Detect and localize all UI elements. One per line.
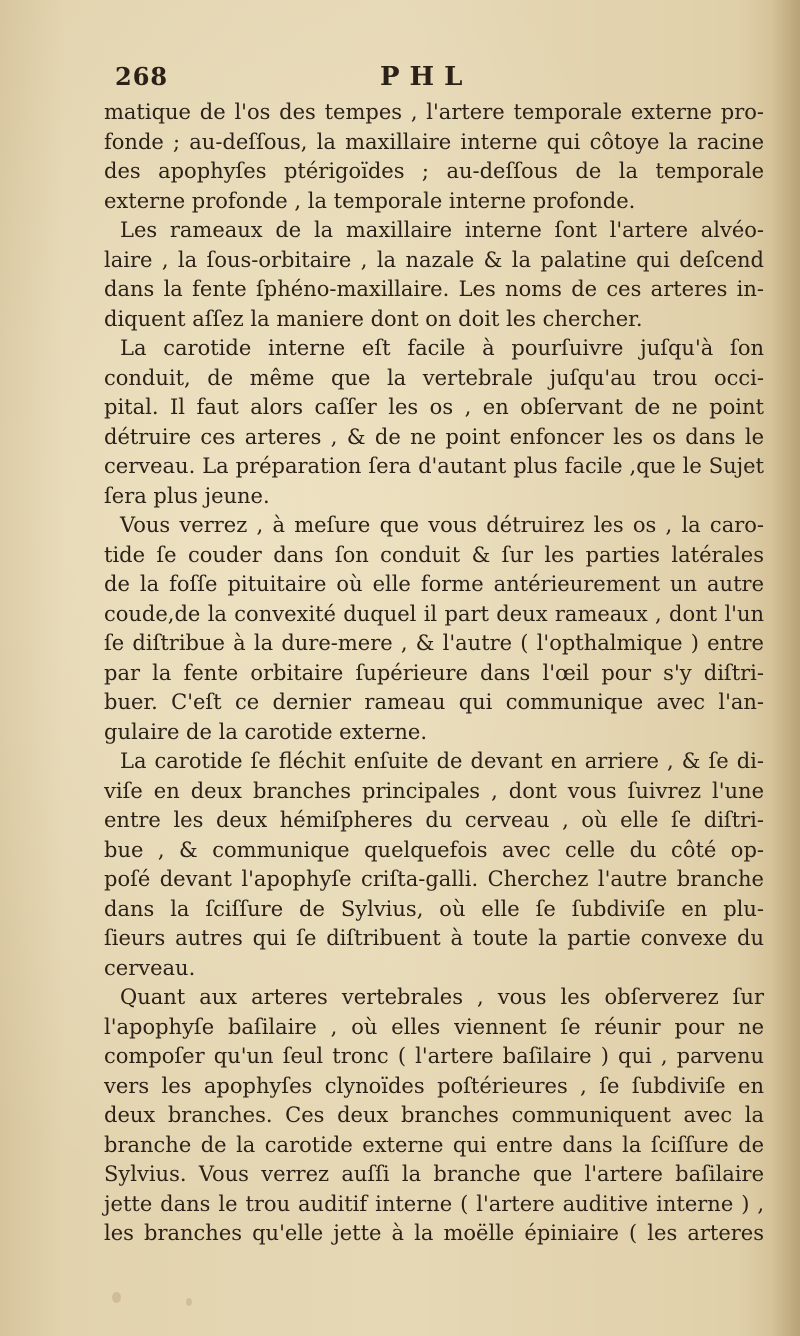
text-line: tide ſe couder dans ſon conduit & ſur les parties latérales xyxy=(104,542,764,567)
text-line: jette dans le trou auditif interne ( l'artere auditive interne ) , xyxy=(104,1191,764,1216)
paragraph xyxy=(104,983,764,1249)
text-line: détruire ces arteres , & de ne point enfoncer les os dans le xyxy=(104,424,764,449)
text-line: ſe diſtribue à la dure-mere , & l'autre ( l'opthalmique ) entre xyxy=(104,631,764,655)
text-line: coude,de la convexité duquel il part deux rameaux , dont l'un xyxy=(104,601,764,626)
paper-stain xyxy=(112,1292,121,1303)
paragraph xyxy=(104,511,764,747)
text-line: branche de la carotide externe qui entre dans la ſciſſure de xyxy=(104,1132,764,1157)
text-line: diquent aſſez la maniere dont on doit les chercher. xyxy=(104,306,643,331)
text-line: des apophyſes ptérigoïdes ; au-deſſous de la temporale xyxy=(104,159,764,183)
text-line: par la fente orbitaire ſupérieure dans l'œil pour s'y diſtri- xyxy=(104,660,764,685)
text-line: La carotide interne eſt facile à pourſuivre juſqu'à ſon xyxy=(120,336,764,360)
text-line: de la foſſe pituitaire où elle forme antérieurement un autre xyxy=(104,572,764,596)
text-line: La carotide ſe fléchit enſuite de devant en arriere , & ſe di- xyxy=(120,749,764,773)
text-line: poſé devant l'apophyſe criſta-galli. Cherchez l'autre branche xyxy=(104,867,764,891)
text-line: Quant aux arteres vertebrales , vous les obſerverez ſur xyxy=(120,985,764,1009)
paragraph xyxy=(104,216,764,334)
text-line: laire , la ſous-orbitaire , la nazale & la palatine qui deſcend xyxy=(104,247,764,272)
text-line: les branches qu'elle jette à la moëlle épiniaire ( les arteres xyxy=(104,1221,764,1245)
text-line: viſe en deux branches principales , dont vous ſuivrez l'une xyxy=(104,778,764,803)
text-line: Sylvius. Vous verrez auſſi la branche que l'artere baſilaire xyxy=(104,1162,764,1186)
text-line: gulaire de la carotide externe. xyxy=(104,719,427,744)
text-line: externe profonde , la temporale interne profonde. xyxy=(104,188,636,213)
paragraph xyxy=(104,747,764,983)
text-line: buer. C'eſt ce dernier rameau qui communique avec l'an- xyxy=(104,690,764,714)
text-line: entre les deux hémiſpheres du cerveau , où elle ſe diſtri- xyxy=(104,808,764,832)
text-line: conduit, de même que la vertebrale juſqu'au trou occi- xyxy=(104,365,764,390)
text-line: Vous verrez , à meſure que vous détruirez les os , la caro- xyxy=(120,513,764,537)
page-number: 268 xyxy=(115,62,169,91)
text-line: compoſer qu'un ſeul tronc ( l'artere baſilaire ) qui , parvenu xyxy=(104,1044,764,1068)
paper-stain xyxy=(186,1298,192,1306)
text-line: Les rameaux de la maxillaire interne ſont l'artere alvéo- xyxy=(120,218,764,242)
text-line: vers les apophyſes clynoïdes poſtérieures , ſe ſubdiviſe en xyxy=(104,1073,764,1098)
text-line: ſieurs autres qui ſe diſtribuent à toute la partie convexe du xyxy=(104,926,764,950)
running-head xyxy=(115,62,765,98)
body-text xyxy=(104,98,764,1249)
text-line: dans la ſciſſure de Sylvius, où elle ſe ſubdiviſe en plu- xyxy=(104,896,764,921)
text-line: fonde ; au-deſſous, la maxillaire interne qui côtoye la racine xyxy=(104,129,764,154)
text-line: deux branches. Ces deux branches communiquent avec la xyxy=(104,1103,764,1127)
text-line: dans la fente ſphéno-maxillaire. Les noms de ces arteres in- xyxy=(104,277,764,301)
paragraph xyxy=(104,98,764,216)
paragraph xyxy=(104,334,764,511)
text-line: pital. Il faut alors caſſer les os , en obſervant de ne point xyxy=(104,395,764,419)
text-line: cerveau. La préparation ſera d'autant plus facile ,que le Sujet xyxy=(104,454,764,478)
text-line: bue , & communique quelquefois avec celle du côté op- xyxy=(104,837,764,862)
running-title: PHL xyxy=(380,62,473,92)
text-line: cerveau. xyxy=(104,955,196,980)
text-line: l'apophyſe baſilaire , où elles viennent ſe réunir pour ne xyxy=(104,1014,764,1039)
text-line: ſera plus jeune. xyxy=(104,483,270,508)
text-line: matique de l'os des tempes , l'artere temporale externe pro- xyxy=(104,100,764,124)
